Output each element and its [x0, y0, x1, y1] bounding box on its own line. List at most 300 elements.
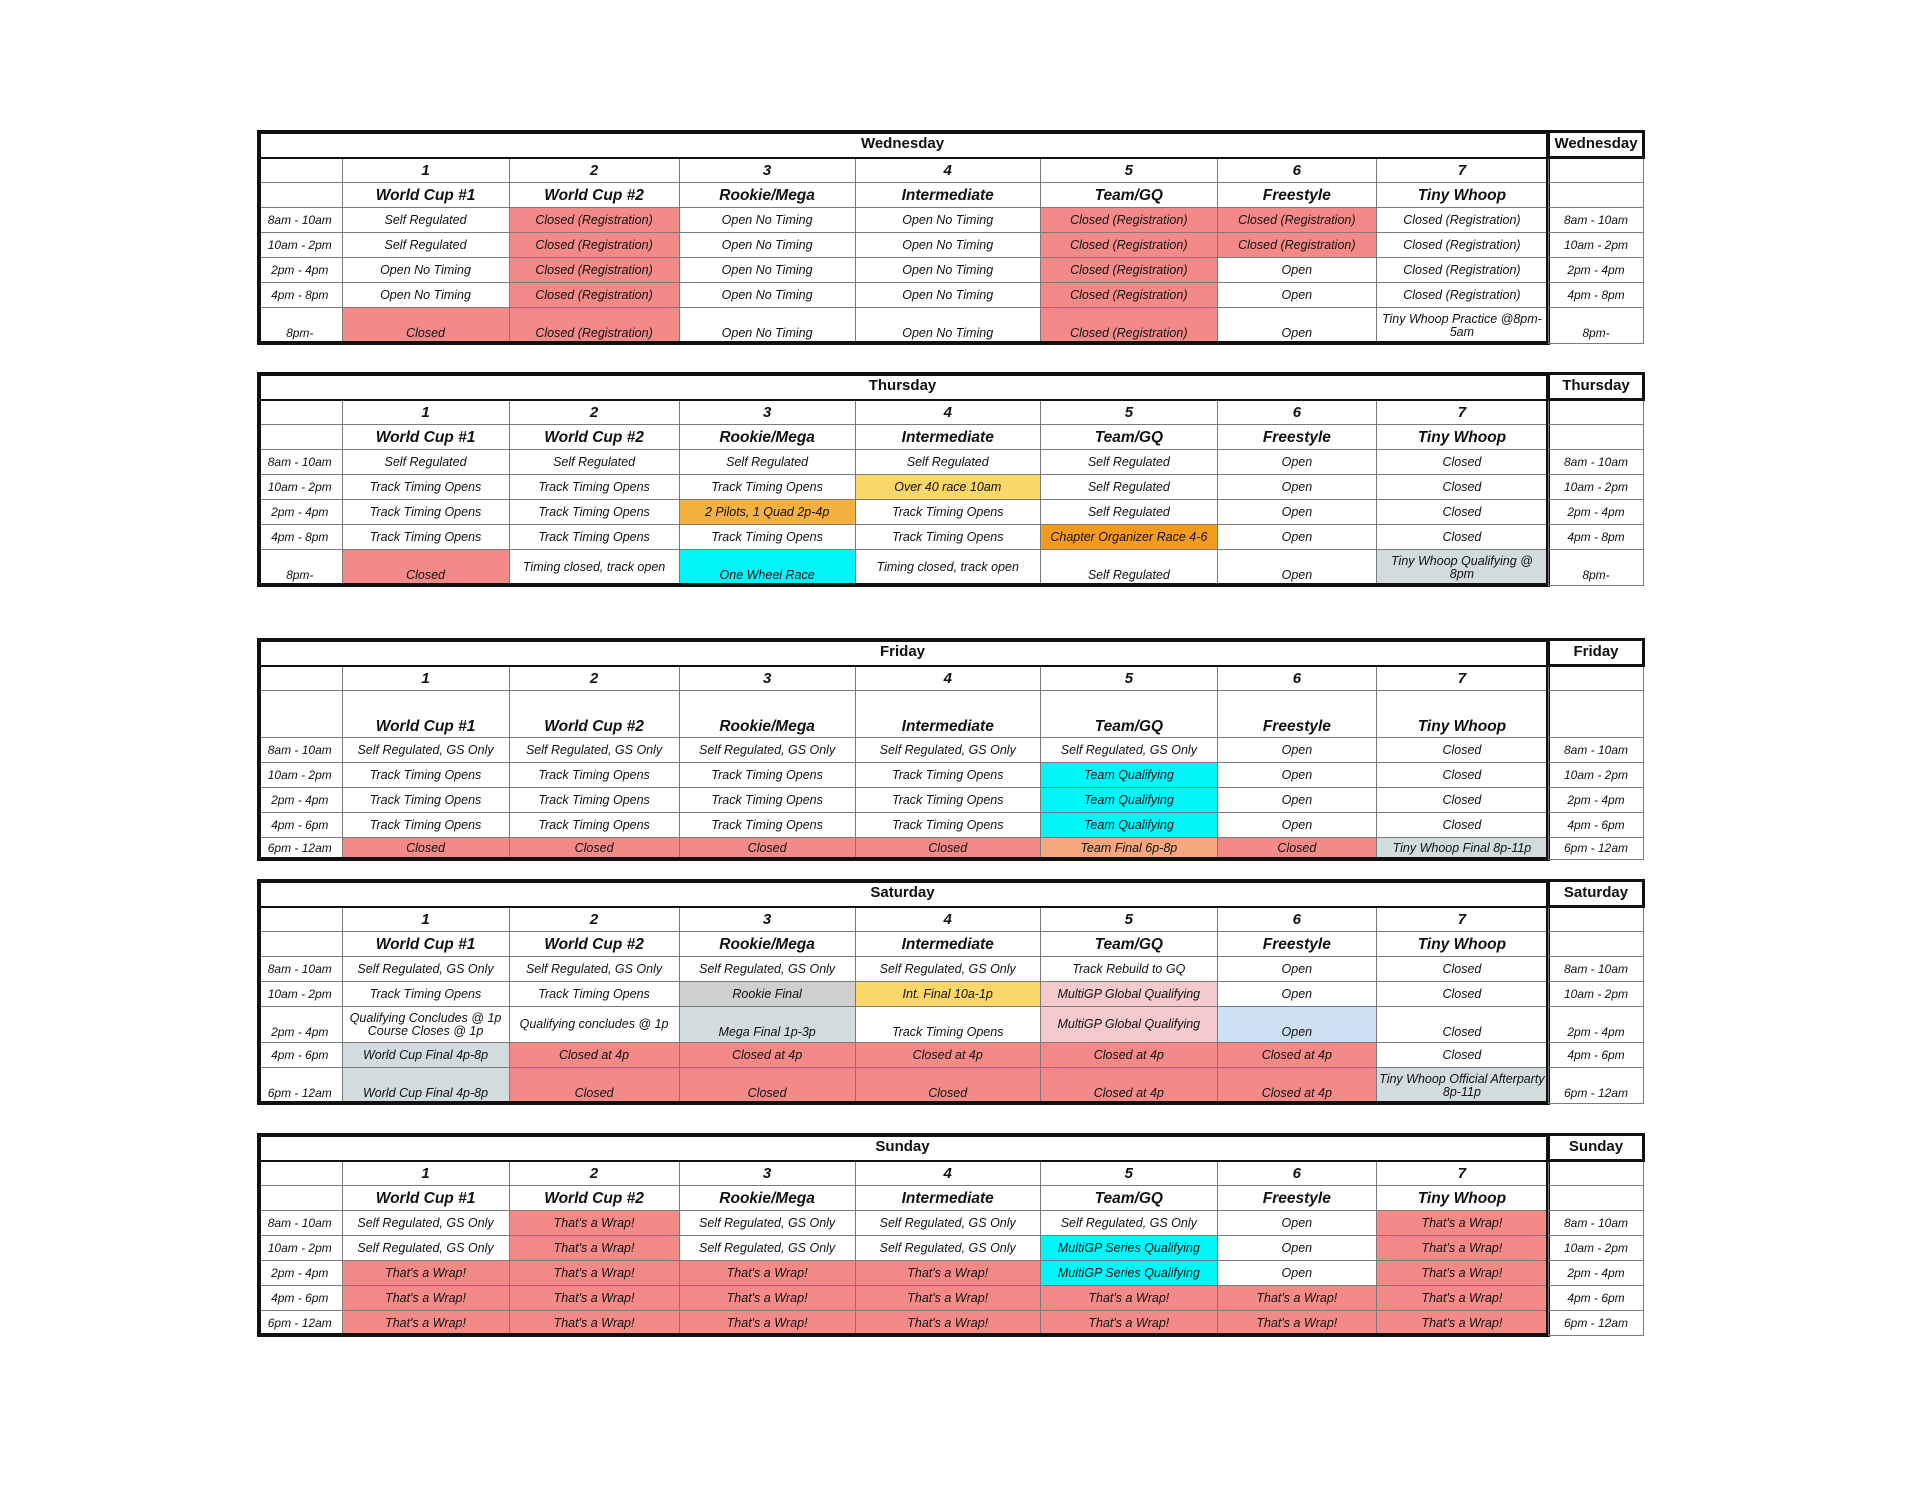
- saturday-schedule-table: [257, 879, 1548, 1104]
- schedule-cell: That's a Wrap!: [855, 1286, 1040, 1311]
- track-name-header: World Cup #1: [342, 691, 509, 738]
- schedule-cell: Self Regulated, GS Only: [855, 1211, 1040, 1236]
- schedule-row: [258, 1261, 1548, 1286]
- wednesday-schedule-block: [257, 130, 1645, 343]
- schedule-cell: Self Regulated, GS Only: [679, 1211, 855, 1236]
- track-name-header: Rookie/Mega: [679, 1186, 855, 1211]
- track-name-header: Intermediate: [855, 691, 1040, 738]
- schedule-cell: Rookie Final: [679, 982, 855, 1007]
- side-time-slot-label: 10am - 2pm: [1549, 475, 1644, 500]
- schedule-cell: Track Timing Opens: [679, 475, 855, 500]
- time-slot-label: 2pm - 4pm: [258, 788, 343, 813]
- time-slot-label: 8pm-: [258, 550, 343, 586]
- schedule-cell: Self Regulated, GS Only: [1040, 1211, 1217, 1236]
- schedule-cell: Track Timing Opens: [342, 982, 509, 1007]
- schedule-cell: Open: [1217, 283, 1376, 308]
- schedule-cell: Closed at 4p: [509, 1043, 679, 1068]
- schedule-cell: Self Regulated, GS Only: [342, 1236, 509, 1261]
- track-name-header: Intermediate: [855, 425, 1040, 450]
- track-number: 6: [1217, 1161, 1376, 1186]
- track-number: 2: [509, 158, 679, 183]
- schedule-cell: Self Regulated, GS Only: [679, 738, 855, 763]
- schedule-row: [258, 1311, 1548, 1336]
- schedule-cell: Closed: [1376, 525, 1547, 550]
- schedule-cell: 2 Pilots, 1 Quad 2p-4p: [679, 500, 855, 525]
- time-slot-label: 4pm - 6pm: [258, 1286, 343, 1311]
- schedule-cell: Closed: [1217, 838, 1376, 860]
- schedule-cell: Qualifying concludes @ 1p: [509, 1007, 679, 1043]
- schedule-cell: That's a Wrap!: [1376, 1286, 1547, 1311]
- side-time-slot-label: 4pm - 8pm: [1549, 283, 1644, 308]
- schedule-cell: Track Timing Opens: [679, 763, 855, 788]
- side-time-slot-label: 8am - 10am: [1549, 738, 1644, 763]
- side-time-slot-label: 8am - 10am: [1549, 1211, 1644, 1236]
- schedule-cell: Open No Timing: [679, 258, 855, 283]
- wednesday-schedule-table: [257, 130, 1548, 344]
- side-time-slot-label: 2pm - 4pm: [1549, 1261, 1644, 1286]
- time-slot-label: 6pm - 12am: [258, 1068, 343, 1104]
- track-name-header: World Cup #2: [509, 425, 679, 450]
- track-number: 4: [855, 400, 1040, 425]
- track-name-header: World Cup #2: [509, 1186, 679, 1211]
- time-slot-label: 8am - 10am: [258, 450, 343, 475]
- time-slot-label: 8am - 10am: [258, 957, 343, 982]
- schedule-cell: Self Regulated: [342, 450, 509, 475]
- schedule-row: [258, 738, 1548, 763]
- schedule-cell: Track Timing Opens: [342, 788, 509, 813]
- schedule-row: [258, 788, 1548, 813]
- side-time-slot-label: 2pm - 4pm: [1549, 500, 1644, 525]
- side-day-title: Thursday: [1549, 373, 1644, 400]
- time-slot-label: 2pm - 4pm: [258, 1261, 343, 1286]
- schedule-cell: Open: [1217, 1211, 1376, 1236]
- schedule-cell: Self Regulated: [679, 450, 855, 475]
- schedule-cell: MultiGP Series Qualifying: [1040, 1236, 1217, 1261]
- schedule-cell: That's a Wrap!: [1040, 1311, 1217, 1336]
- track-name-header: World Cup #2: [509, 932, 679, 957]
- track-name-header: Rookie/Mega: [679, 932, 855, 957]
- schedule-cell: That's a Wrap!: [509, 1211, 679, 1236]
- schedule-cell: Open: [1217, 982, 1376, 1007]
- track-name-header: Freestyle: [1217, 1186, 1376, 1211]
- day-title: Friday: [258, 639, 1548, 666]
- schedule-cell: Self Regulated: [1040, 450, 1217, 475]
- track-name-header: Rookie/Mega: [679, 425, 855, 450]
- schedule-cell: Closed: [509, 1068, 679, 1104]
- schedule-cell: Self Regulated, GS Only: [679, 1236, 855, 1261]
- schedule-cell: Chapter Organizer Race 4-6: [1040, 525, 1217, 550]
- schedule-cell: Track Timing Opens: [509, 475, 679, 500]
- schedule-row: [258, 1286, 1548, 1311]
- track-number: 3: [679, 158, 855, 183]
- track-number: 4: [855, 158, 1040, 183]
- track-name-header: Rookie/Mega: [679, 691, 855, 738]
- schedule-cell: Open: [1217, 1236, 1376, 1261]
- schedule-row: [258, 258, 1548, 283]
- schedule-cell: That's a Wrap!: [342, 1286, 509, 1311]
- schedule-cell: Closed (Registration): [1217, 233, 1376, 258]
- blank-cell: [258, 425, 343, 450]
- schedule-cell: Tiny Whoop Official Afterparty 8p-11p: [1376, 1068, 1547, 1104]
- blank-cell: [1549, 400, 1644, 425]
- side-day-title: Sunday: [1549, 1134, 1644, 1161]
- schedule-cell: Track Timing Opens: [679, 788, 855, 813]
- blank-cell: [258, 932, 343, 957]
- time-slot-label: 4pm - 6pm: [258, 813, 343, 838]
- track-number: 2: [509, 1161, 679, 1186]
- schedule-row: [258, 1043, 1548, 1068]
- wednesday-side-time-table: [1548, 130, 1644, 344]
- schedule-row: [258, 1236, 1548, 1261]
- schedule-cell: Track Timing Opens: [855, 788, 1040, 813]
- schedule-cell: Open: [1217, 525, 1376, 550]
- track-number: 1: [342, 907, 509, 932]
- blank-cell: [258, 1186, 343, 1211]
- track-number: 3: [679, 907, 855, 932]
- schedule-cell: Open No Timing: [855, 208, 1040, 233]
- track-name-header: World Cup #2: [509, 183, 679, 208]
- track-number: 5: [1040, 907, 1217, 932]
- schedule-row: [258, 500, 1548, 525]
- schedule-cell: Closed: [1376, 738, 1547, 763]
- track-number: 7: [1376, 158, 1547, 183]
- schedule-cell: Self Regulated: [1040, 500, 1217, 525]
- schedule-cell: Self Regulated, GS Only: [1040, 738, 1217, 763]
- blank-cell: [1549, 932, 1644, 957]
- track-name-header: Freestyle: [1217, 425, 1376, 450]
- schedule-cell: That's a Wrap!: [855, 1261, 1040, 1286]
- friday-side-time-table: [1548, 638, 1644, 860]
- blank-cell: [258, 1161, 343, 1186]
- track-number: 2: [509, 666, 679, 691]
- schedule-cell: Track Timing Opens: [509, 788, 679, 813]
- schedule-cell: Open: [1217, 957, 1376, 982]
- time-slot-label: 10am - 2pm: [258, 475, 343, 500]
- track-number: 5: [1040, 1161, 1217, 1186]
- schedule-cell: That's a Wrap!: [1217, 1286, 1376, 1311]
- schedule-cell: Closed: [1376, 1007, 1547, 1043]
- schedule-cell: Closed at 4p: [1040, 1043, 1217, 1068]
- blank-cell: [258, 691, 343, 738]
- time-slot-label: 2pm - 4pm: [258, 500, 343, 525]
- schedule-cell: That's a Wrap!: [855, 1311, 1040, 1336]
- schedule-cell: One Wheel Race: [679, 550, 855, 586]
- track-number: 2: [509, 907, 679, 932]
- schedule-cell: World Cup Final 4p-8p: [342, 1043, 509, 1068]
- schedule-cell: Closed (Registration): [1217, 208, 1376, 233]
- schedule-cell: Closed (Registration): [1040, 283, 1217, 308]
- track-name-header: Tiny Whoop: [1376, 932, 1547, 957]
- schedule-row: [258, 982, 1548, 1007]
- schedule-cell: That's a Wrap!: [509, 1311, 679, 1336]
- sunday-schedule-block: [257, 1133, 1645, 1335]
- schedule-cell: Track Timing Opens: [509, 525, 679, 550]
- sunday-side-time-table: [1548, 1133, 1644, 1336]
- schedule-cell: That's a Wrap!: [1376, 1211, 1547, 1236]
- schedule-row: [258, 233, 1548, 258]
- thursday-schedule-table: [257, 372, 1548, 586]
- schedule-cell: Track Timing Opens: [855, 1007, 1040, 1043]
- schedule-cell: Self Regulated, GS Only: [855, 957, 1040, 982]
- schedule-cell: Track Timing Opens: [342, 475, 509, 500]
- side-time-slot-label: 8pm-: [1549, 308, 1644, 344]
- time-slot-label: 2pm - 4pm: [258, 258, 343, 283]
- schedule-cell: That's a Wrap!: [509, 1286, 679, 1311]
- schedule-cell: Closed: [1376, 500, 1547, 525]
- blank-cell: [1549, 907, 1644, 932]
- thursday-side-time-table: [1548, 372, 1644, 586]
- schedule-cell: That's a Wrap!: [1217, 1311, 1376, 1336]
- track-number: 1: [342, 1161, 509, 1186]
- track-number: 1: [342, 666, 509, 691]
- schedule-cell: Qualifying Concludes @ 1p Course Closes @ 1p: [342, 1007, 509, 1043]
- schedule-cell: Closed: [1376, 788, 1547, 813]
- schedule-cell: Track Timing Opens: [509, 763, 679, 788]
- schedule-cell: Timing closed, track open: [855, 550, 1040, 586]
- schedule-cell: Open: [1217, 475, 1376, 500]
- thursday-schedule-block: [257, 372, 1645, 585]
- day-title: Wednesday: [258, 131, 1548, 158]
- schedule-cell: Track Rebuild to GQ: [1040, 957, 1217, 982]
- track-number: 1: [342, 400, 509, 425]
- side-time-slot-label: 2pm - 4pm: [1549, 258, 1644, 283]
- schedule-cell: That's a Wrap!: [679, 1261, 855, 1286]
- schedule-cell: That's a Wrap!: [1040, 1286, 1217, 1311]
- schedule-cell: Self Regulated: [342, 233, 509, 258]
- track-name-header: Freestyle: [1217, 183, 1376, 208]
- schedule-cell: Closed: [1376, 763, 1547, 788]
- schedule-cell: Closed (Registration): [1040, 258, 1217, 283]
- track-name-header: Intermediate: [855, 932, 1040, 957]
- track-name-header: Intermediate: [855, 183, 1040, 208]
- schedule-cell: Closed: [342, 550, 509, 586]
- track-name-header: World Cup #1: [342, 1186, 509, 1211]
- side-time-slot-label: 8am - 10am: [1549, 208, 1644, 233]
- schedule-row: [258, 838, 1548, 860]
- saturday-schedule-block: [257, 879, 1645, 1103]
- track-number: 6: [1217, 666, 1376, 691]
- schedule-cell: MultiGP Series Qualifying: [1040, 1261, 1217, 1286]
- schedule-row: [258, 525, 1548, 550]
- track-name-header: World Cup #1: [342, 425, 509, 450]
- schedule-cell: Int. Final 10a-1p: [855, 982, 1040, 1007]
- schedule-row: [258, 475, 1548, 500]
- track-name-header: Team/GQ: [1040, 425, 1217, 450]
- schedule-cell: Self Regulated, GS Only: [855, 738, 1040, 763]
- blank-cell: [1549, 666, 1644, 691]
- schedule-row: [258, 208, 1548, 233]
- schedule-cell: Open: [1217, 500, 1376, 525]
- blank-cell: [1549, 158, 1644, 183]
- side-time-slot-label: 8pm-: [1549, 550, 1644, 586]
- schedule-cell: Closed (Registration): [509, 233, 679, 258]
- side-time-slot-label: 4pm - 6pm: [1549, 1043, 1644, 1068]
- schedule-cell: Self Regulated, GS Only: [342, 1211, 509, 1236]
- schedule-cell: Track Timing Opens: [855, 500, 1040, 525]
- schedule-cell: Timing closed, track open: [509, 550, 679, 586]
- track-name-header: Tiny Whoop: [1376, 425, 1547, 450]
- track-number: 4: [855, 1161, 1040, 1186]
- track-name-header: Team/GQ: [1040, 932, 1217, 957]
- schedule-cell: Closed: [1376, 450, 1547, 475]
- day-title: Sunday: [258, 1134, 1548, 1161]
- schedule-cell: That's a Wrap!: [1376, 1261, 1547, 1286]
- schedule-cell: Open: [1217, 788, 1376, 813]
- schedule-cell: Track Timing Opens: [509, 500, 679, 525]
- side-day-title: Wednesday: [1549, 131, 1644, 158]
- time-slot-label: 4pm - 8pm: [258, 525, 343, 550]
- schedule-cell: Self Regulated, GS Only: [509, 738, 679, 763]
- track-name-header: Team/GQ: [1040, 1186, 1217, 1211]
- schedule-cell: Closed at 4p: [1217, 1043, 1376, 1068]
- schedule-row: [258, 1007, 1548, 1043]
- schedule-cell: Self Regulated: [1040, 475, 1217, 500]
- schedule-cell: Open: [1217, 1261, 1376, 1286]
- schedule-cell: Open: [1217, 1007, 1376, 1043]
- track-number: 4: [855, 907, 1040, 932]
- blank-cell: [1549, 425, 1644, 450]
- friday-schedule-table: [257, 638, 1548, 860]
- side-time-slot-label: 6pm - 12am: [1549, 838, 1644, 860]
- saturday-side-time-table: [1548, 879, 1644, 1104]
- schedule-cell: Track Timing Opens: [855, 813, 1040, 838]
- blank-cell: [1549, 1186, 1644, 1211]
- track-number: 7: [1376, 400, 1547, 425]
- schedule-cell: Self Regulated: [342, 208, 509, 233]
- side-time-slot-label: 10am - 2pm: [1549, 982, 1644, 1007]
- track-name-header: Tiny Whoop: [1376, 691, 1547, 738]
- track-number: 3: [679, 666, 855, 691]
- schedule-cell: Closed (Registration): [509, 258, 679, 283]
- track-number: 4: [855, 666, 1040, 691]
- schedule-cell: Self Regulated: [509, 450, 679, 475]
- schedule-cell: Open No Timing: [342, 258, 509, 283]
- schedule-cell: That's a Wrap!: [1376, 1311, 1547, 1336]
- schedule-row: [258, 763, 1548, 788]
- time-slot-label: 4pm - 6pm: [258, 1043, 343, 1068]
- schedule-cell: Closed (Registration): [1376, 233, 1547, 258]
- schedule-cell: Closed: [855, 838, 1040, 860]
- schedule-cell: Open: [1217, 738, 1376, 763]
- track-name-header: Rookie/Mega: [679, 183, 855, 208]
- schedule-cell: Tiny Whoop Final 8p-11p: [1376, 838, 1547, 860]
- schedule-cell: Closed at 4p: [1217, 1068, 1376, 1104]
- track-name-header: Freestyle: [1217, 932, 1376, 957]
- side-time-slot-label: 6pm - 12am: [1549, 1311, 1644, 1336]
- schedule-cell: Self Regulated, GS Only: [342, 957, 509, 982]
- schedule-row: [258, 308, 1548, 344]
- side-day-title: Friday: [1549, 639, 1644, 666]
- track-number: 7: [1376, 666, 1547, 691]
- schedule-cell: Track Timing Opens: [509, 982, 679, 1007]
- side-time-slot-label: 4pm - 6pm: [1549, 1286, 1644, 1311]
- schedule-cell: Self Regulated, GS Only: [679, 957, 855, 982]
- track-name-header: Intermediate: [855, 1186, 1040, 1211]
- schedule-row: [258, 1068, 1548, 1104]
- time-slot-label: 6pm - 12am: [258, 838, 343, 860]
- track-name-header: Tiny Whoop: [1376, 1186, 1547, 1211]
- track-number: 5: [1040, 158, 1217, 183]
- schedule-cell: Self Regulated: [1040, 550, 1217, 586]
- schedule-cell: Closed at 4p: [1040, 1068, 1217, 1104]
- side-time-slot-label: 2pm - 4pm: [1549, 1007, 1644, 1043]
- schedule-cell: Open No Timing: [855, 283, 1040, 308]
- track-number: 7: [1376, 907, 1547, 932]
- track-name-header: World Cup #1: [342, 932, 509, 957]
- side-time-slot-label: 10am - 2pm: [1549, 1236, 1644, 1261]
- track-number: 5: [1040, 400, 1217, 425]
- schedule-cell: Team Qualifying: [1040, 763, 1217, 788]
- track-number: 1: [342, 158, 509, 183]
- schedule-cell: Closed at 4p: [855, 1043, 1040, 1068]
- time-slot-label: 10am - 2pm: [258, 1236, 343, 1261]
- schedule-cell: Closed (Registration): [1040, 233, 1217, 258]
- track-number: 6: [1217, 907, 1376, 932]
- track-name-header: Tiny Whoop: [1376, 183, 1547, 208]
- schedule-cell: Open: [1217, 763, 1376, 788]
- schedule-cell: Closed: [1376, 957, 1547, 982]
- track-number: 3: [679, 400, 855, 425]
- schedule-cell: Closed (Registration): [509, 208, 679, 233]
- schedule-cell: Tiny Whoop Qualifying @ 8pm: [1376, 550, 1547, 586]
- track-number: 6: [1217, 400, 1376, 425]
- schedule-cell: World Cup Final 4p-8p: [342, 1068, 509, 1104]
- schedule-cell: Closed (Registration): [509, 283, 679, 308]
- track-name-header: World Cup #2: [509, 691, 679, 738]
- schedule-cell: Track Timing Opens: [342, 525, 509, 550]
- time-slot-label: 8am - 10am: [258, 738, 343, 763]
- schedule-cell: Open No Timing: [679, 308, 855, 344]
- schedule-cell: That's a Wrap!: [1376, 1236, 1547, 1261]
- day-title: Thursday: [258, 373, 1548, 400]
- track-number: 5: [1040, 666, 1217, 691]
- blank-cell: [258, 183, 343, 208]
- time-slot-label: 8am - 10am: [258, 208, 343, 233]
- schedule-cell: That's a Wrap!: [679, 1286, 855, 1311]
- schedule-cell: That's a Wrap!: [342, 1261, 509, 1286]
- side-time-slot-label: 8am - 10am: [1549, 450, 1644, 475]
- schedule-row: [258, 1211, 1548, 1236]
- schedule-cell: Closed: [342, 308, 509, 344]
- schedule-cell: Self Regulated: [855, 450, 1040, 475]
- schedule-cell: Track Timing Opens: [342, 813, 509, 838]
- blank-cell: [1549, 1161, 1644, 1186]
- time-slot-label: 4pm - 8pm: [258, 283, 343, 308]
- schedule-row: [258, 957, 1548, 982]
- schedule-cell: Closed (Registration): [1040, 308, 1217, 344]
- schedule-cell: Closed: [679, 1068, 855, 1104]
- schedule-cell: Self Regulated, GS Only: [855, 1236, 1040, 1261]
- schedule-cell: Closed: [1376, 475, 1547, 500]
- schedule-cell: Over 40 race 10am: [855, 475, 1040, 500]
- schedule-cell: Closed: [679, 838, 855, 860]
- schedule-row: [258, 450, 1548, 475]
- schedule-cell: Open: [1217, 550, 1376, 586]
- schedule-cell: Closed: [509, 838, 679, 860]
- schedule-cell: Track Timing Opens: [679, 813, 855, 838]
- schedule-cell: Closed (Registration): [1376, 283, 1547, 308]
- track-number: 7: [1376, 1161, 1547, 1186]
- schedule-cell: Track Timing Opens: [679, 525, 855, 550]
- schedule-cell: Open No Timing: [679, 208, 855, 233]
- friday-schedule-block: [257, 638, 1645, 859]
- schedule-cell: MultiGP Global Qualifying: [1040, 1007, 1217, 1043]
- schedule-cell: Closed (Registration): [509, 308, 679, 344]
- schedule-cell: Open: [1217, 308, 1376, 344]
- time-slot-label: 10am - 2pm: [258, 763, 343, 788]
- schedule-cell: That's a Wrap!: [509, 1261, 679, 1286]
- blank-cell: [258, 158, 343, 183]
